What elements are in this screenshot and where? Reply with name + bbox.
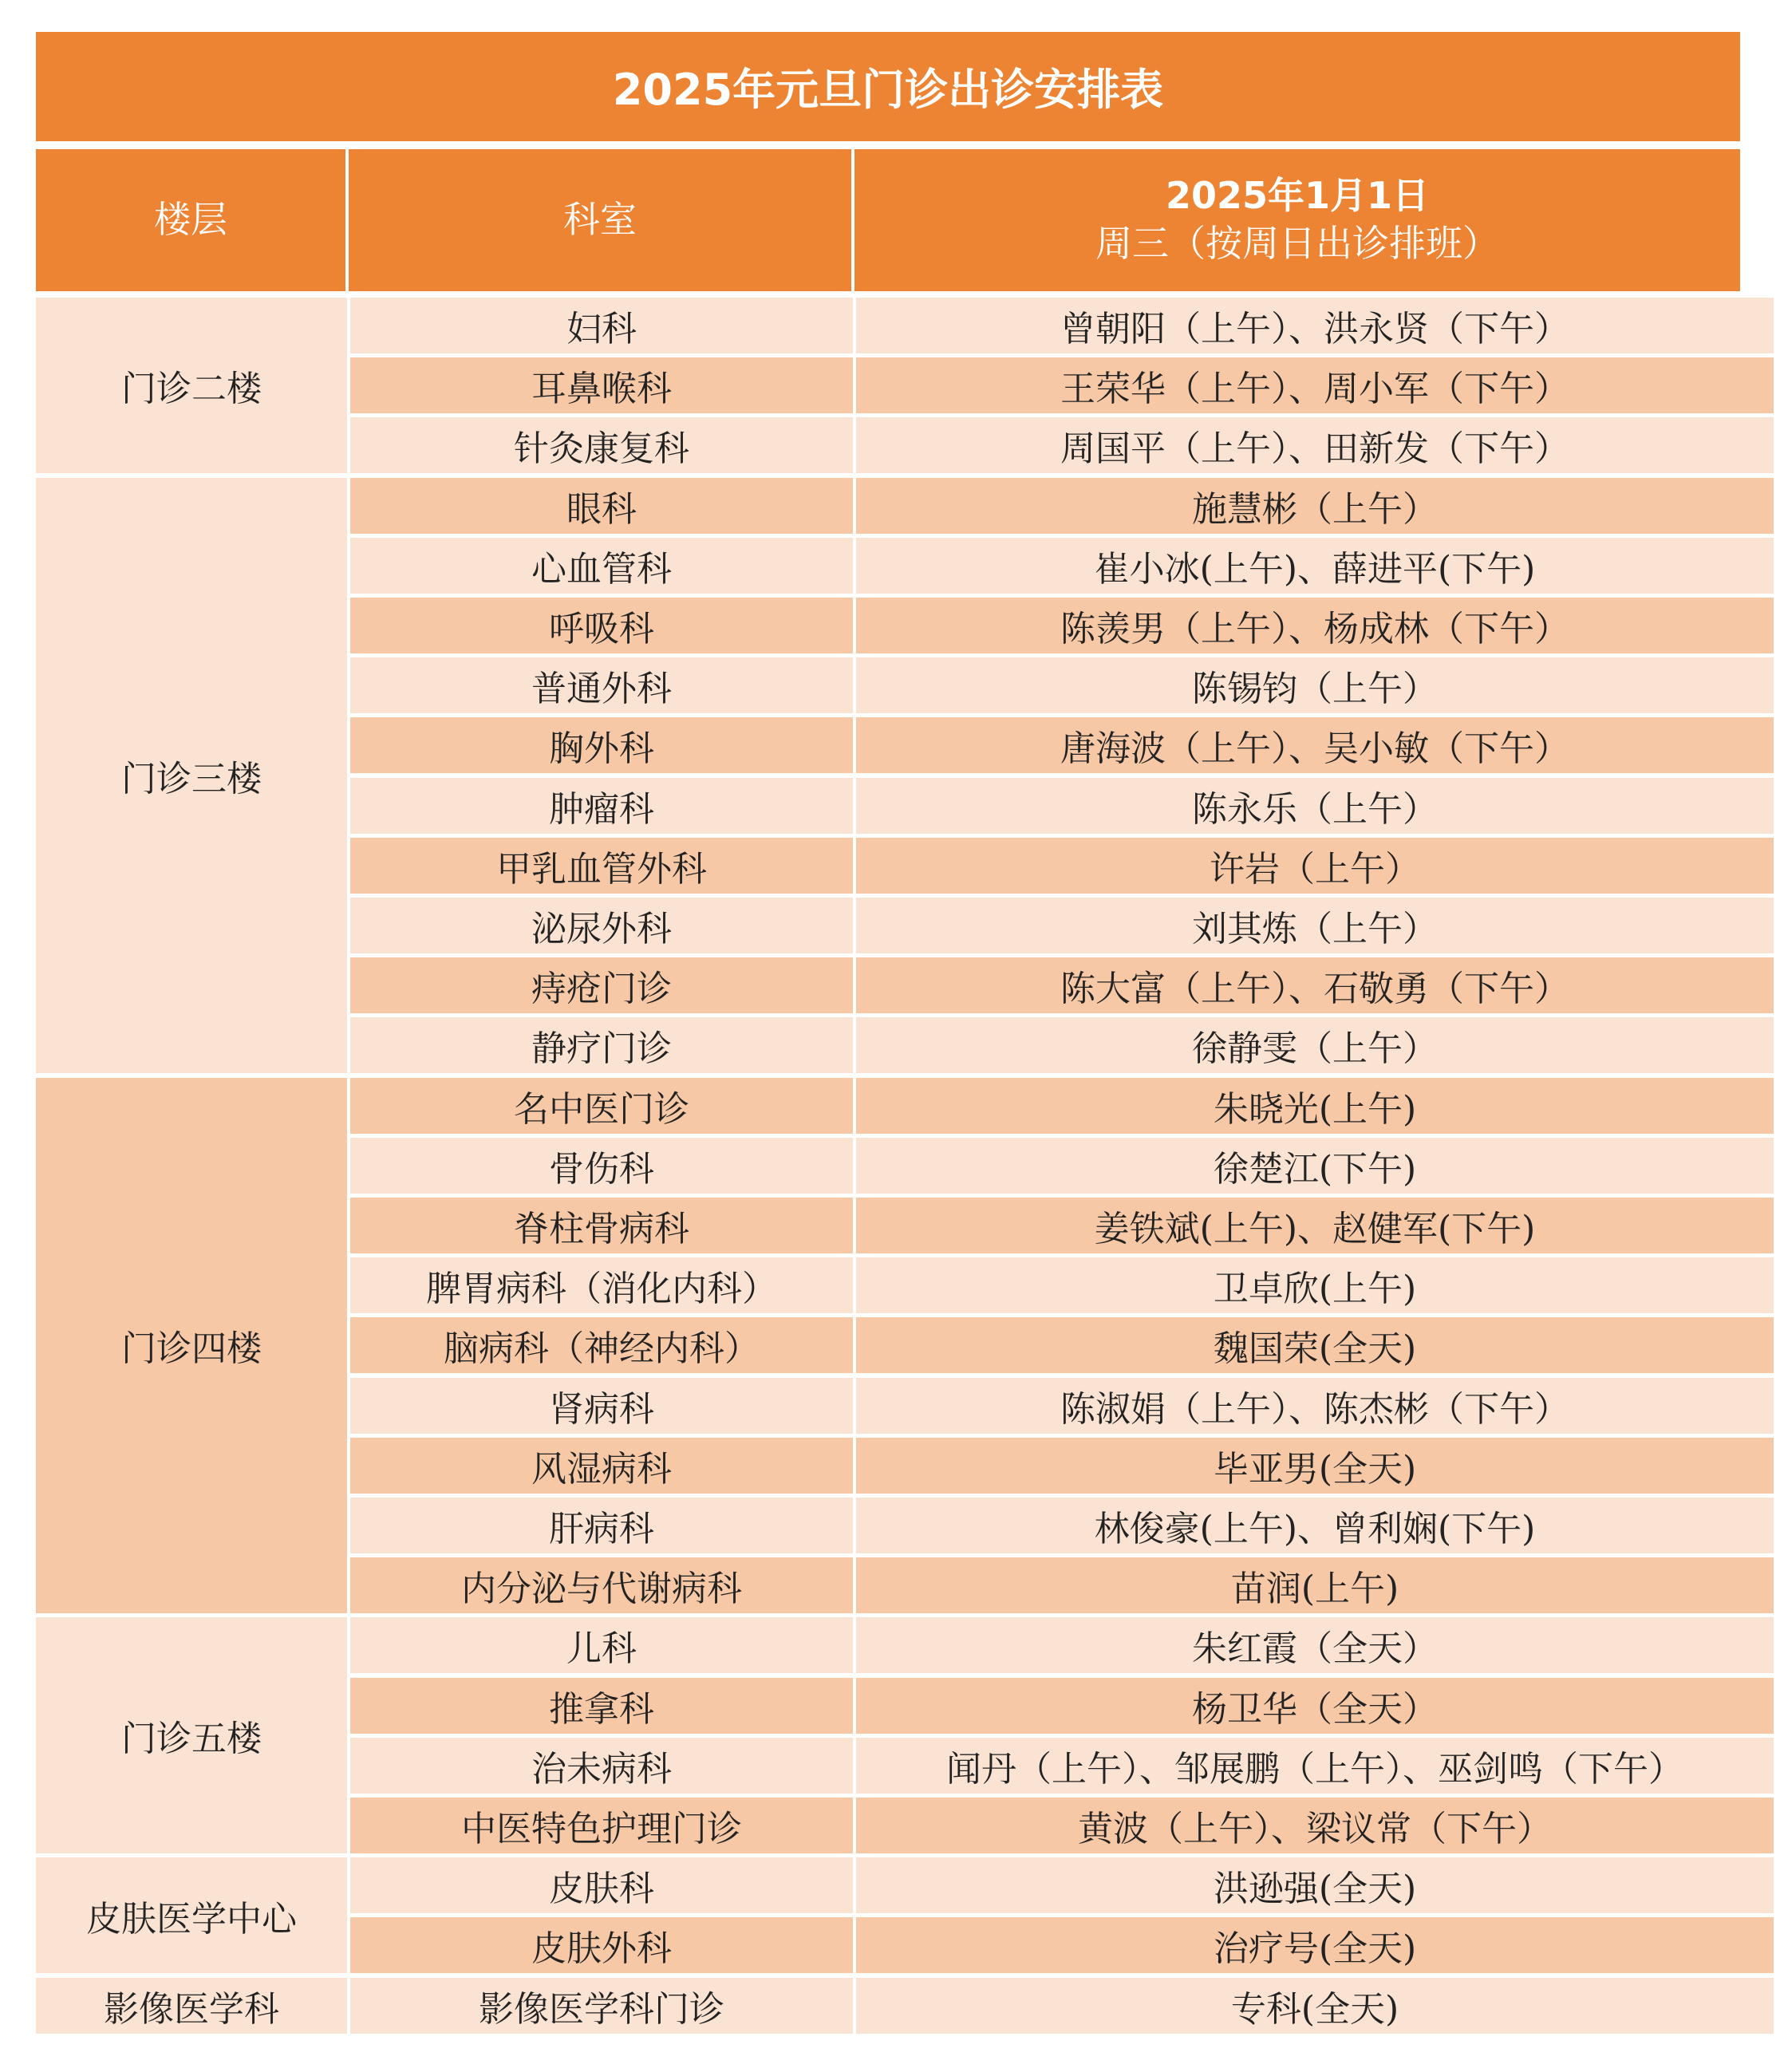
doctors-cell: 陈淑娟（上午）、陈杰彬（下午） bbox=[856, 1378, 1774, 1434]
doctors-cell: 周国平（上午）、田新发（下午） bbox=[856, 417, 1774, 473]
dept-cell: 针灸康复科 bbox=[350, 417, 853, 473]
dept-cell: 皮肤外科 bbox=[350, 1917, 853, 1973]
doctors-cell: 朱晓光(上午) bbox=[856, 1078, 1774, 1134]
doctors-cell: 唐海波（上午）、吴小敏（下午） bbox=[856, 717, 1774, 773]
dept-cell: 普通外科 bbox=[350, 657, 853, 713]
table-row bbox=[350, 838, 1777, 894]
dept-cell: 妇科 bbox=[350, 298, 853, 353]
table-row bbox=[350, 1317, 1777, 1373]
doctors-cell: 陈永乐（上午） bbox=[856, 778, 1774, 834]
doctors-cell: 治疗号(全天) bbox=[856, 1917, 1774, 1973]
floor-cell: 门诊三楼 bbox=[36, 478, 347, 1074]
dept-cell: 呼吸科 bbox=[350, 598, 853, 653]
dept-cell: 甲乳血管外科 bbox=[350, 838, 853, 894]
table-row bbox=[350, 1617, 1777, 1673]
table-row bbox=[350, 1078, 1777, 1134]
doctors-cell: 苗润(上午) bbox=[856, 1557, 1774, 1613]
table-row bbox=[350, 1738, 1777, 1794]
table-body bbox=[36, 298, 1740, 2038]
doctors-cell: 陈锡钧（上午） bbox=[856, 657, 1774, 713]
doctors-cell: 魏国荣(全天) bbox=[856, 1317, 1774, 1373]
dept-cell: 胸外科 bbox=[350, 717, 853, 773]
doctors-cell: 洪逊强(全天) bbox=[856, 1857, 1774, 1913]
dept-cell: 脾胃病科（消化内科） bbox=[350, 1257, 853, 1313]
table-title: 2025年元旦门诊出诊安排表 bbox=[36, 32, 1740, 141]
header-dept: 科室 bbox=[349, 149, 851, 291]
dept-cell: 眼科 bbox=[350, 478, 853, 534]
table-row bbox=[350, 1017, 1777, 1073]
doctors-cell: 陈大富（上午）、石敬勇（下午） bbox=[856, 957, 1774, 1013]
doctors-cell: 朱红霞（全天） bbox=[856, 1617, 1774, 1673]
table-row bbox=[350, 717, 1777, 773]
dept-cell: 影像医学科门诊 bbox=[350, 1978, 853, 2034]
doctors-cell: 姜铁斌(上午)、赵健军(下午) bbox=[856, 1198, 1774, 1253]
doctors-cell: 徐楚江(下午) bbox=[856, 1138, 1774, 1194]
header-note: 周三（按周日出诊排班） bbox=[1095, 222, 1499, 265]
dept-cell: 脑病科（神经内科） bbox=[350, 1317, 853, 1373]
dept-cell: 骨伤科 bbox=[350, 1138, 853, 1194]
floor-cell: 皮肤医学中心 bbox=[36, 1857, 347, 1973]
dept-cell: 脊柱骨病科 bbox=[350, 1198, 853, 1253]
table-row bbox=[350, 417, 1777, 473]
doctors-cell: 毕亚男(全天) bbox=[856, 1438, 1774, 1494]
table-row bbox=[350, 478, 1777, 534]
table-row bbox=[350, 957, 1777, 1013]
header-date-cell bbox=[854, 149, 1740, 291]
dept-cell: 肝病科 bbox=[350, 1498, 853, 1553]
schedule-table bbox=[36, 32, 1740, 2038]
table-row bbox=[350, 1138, 1777, 1194]
dept-cell: 儿科 bbox=[350, 1617, 853, 1673]
dept-cell: 肾病科 bbox=[350, 1378, 853, 1434]
dept-cell: 耳鼻喉科 bbox=[350, 357, 853, 413]
doctors-cell: 卫卓欣(上午) bbox=[856, 1257, 1774, 1313]
dept-cell: 治未病科 bbox=[350, 1738, 853, 1794]
doctors-cell: 王荣华（上午）、周小军（下午） bbox=[856, 357, 1774, 413]
floor-cell: 门诊四楼 bbox=[36, 1078, 347, 1614]
header-floor: 楼层 bbox=[36, 149, 345, 291]
doctors-cell: 林俊豪(上午)、曾利娴(下午) bbox=[856, 1498, 1774, 1553]
table-row bbox=[350, 1857, 1777, 1913]
table-row bbox=[350, 357, 1777, 413]
table-row bbox=[350, 1557, 1777, 1613]
table-row bbox=[350, 1498, 1777, 1553]
dept-cell: 泌尿外科 bbox=[350, 898, 853, 953]
dept-cell: 内分泌与代谢病科 bbox=[350, 1557, 853, 1613]
table-row bbox=[350, 778, 1777, 834]
floor-cell: 门诊五楼 bbox=[36, 1617, 347, 1853]
floor-cell: 影像医学科 bbox=[36, 1978, 347, 2034]
doctors-cell: 杨卫华（全天） bbox=[856, 1678, 1774, 1734]
dept-cell: 推拿科 bbox=[350, 1678, 853, 1734]
doctors-cell: 崔小冰(上午)、薛进平(下午) bbox=[856, 538, 1774, 594]
dept-cell: 皮肤科 bbox=[350, 1857, 853, 1913]
doctors-cell: 刘其炼（上午） bbox=[856, 898, 1774, 953]
doctors-cell: 专科(全天) bbox=[856, 1978, 1774, 2034]
table-row bbox=[350, 1917, 1777, 1973]
doctors-cell: 曾朝阳（上午）、洪永贤（下午） bbox=[856, 298, 1774, 353]
dept-cell: 痔疮门诊 bbox=[350, 957, 853, 1013]
table-row bbox=[350, 898, 1777, 953]
doctors-cell: 徐静雯（上午） bbox=[856, 1017, 1774, 1073]
floor-cell: 门诊二楼 bbox=[36, 298, 347, 473]
header-date: 2025年1月1日 bbox=[1165, 174, 1430, 218]
table-row bbox=[350, 1257, 1777, 1313]
table-row bbox=[350, 1198, 1777, 1253]
table-row bbox=[350, 298, 1777, 353]
doctors-cell: 闻丹（上午）、邹展鹏（上午）、巫剑鸣（下午） bbox=[856, 1738, 1774, 1794]
doctors-cell: 黄波（上午）、梁议常（下午） bbox=[856, 1798, 1774, 1853]
doctors-cell: 施慧彬（上午） bbox=[856, 478, 1774, 534]
table-row bbox=[350, 1438, 1777, 1494]
table-row bbox=[350, 657, 1777, 713]
table-row bbox=[350, 1978, 1777, 2034]
table-row bbox=[350, 1678, 1777, 1734]
dept-cell: 风湿病科 bbox=[350, 1438, 853, 1494]
dept-cell: 心血管科 bbox=[350, 538, 853, 594]
table-header bbox=[36, 149, 1740, 291]
dept-cell: 中医特色护理门诊 bbox=[350, 1798, 853, 1853]
dept-cell: 名中医门诊 bbox=[350, 1078, 853, 1134]
dept-cell: 静疗门诊 bbox=[350, 1017, 853, 1073]
dept-cell: 肿瘤科 bbox=[350, 778, 853, 834]
doctors-cell: 许岩（上午） bbox=[856, 838, 1774, 894]
table-row bbox=[350, 598, 1777, 653]
table-row bbox=[350, 1378, 1777, 1434]
doctors-cell: 陈羡男（上午）、杨成林（下午） bbox=[856, 598, 1774, 653]
table-row bbox=[350, 538, 1777, 594]
table-row bbox=[350, 1798, 1777, 1853]
